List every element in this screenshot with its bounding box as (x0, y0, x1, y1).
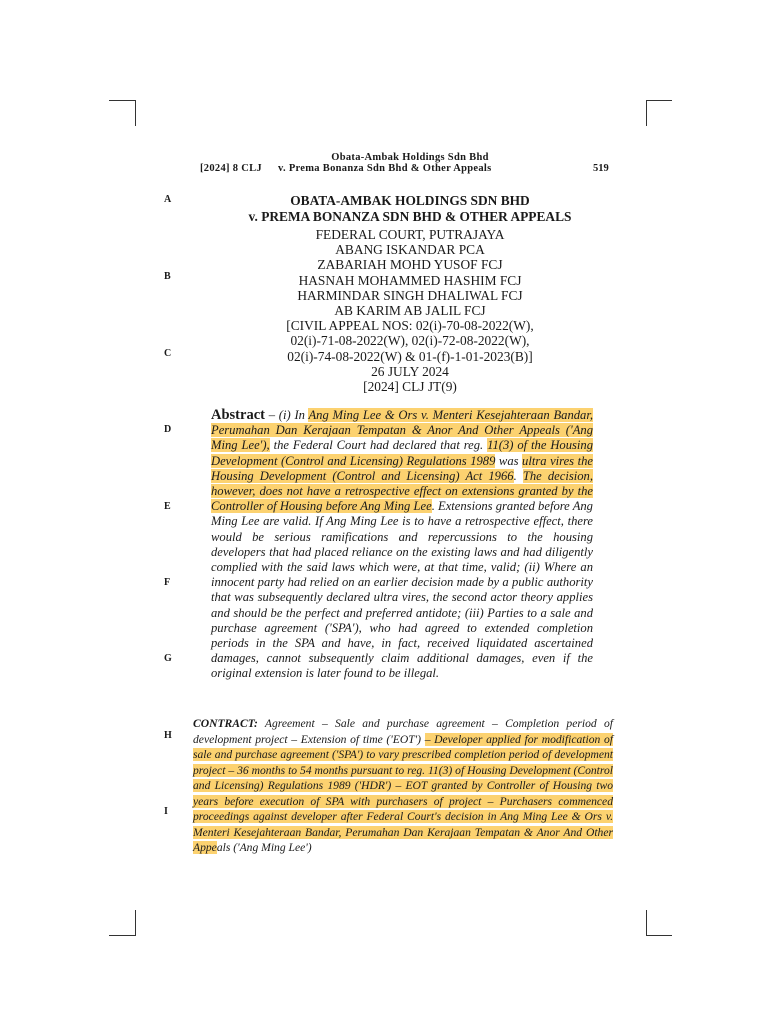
highlighted-text: Ang Ming Lee & Ors v. Menteri Kesejahteraan Bandar, Perumahan Dan Kerajaan Tempatan & Anor And Other Appeals ('Ang Ming Lee'), (211, 408, 594, 453)
abstract-heading: Abstract (211, 407, 265, 423)
judge-name: ABANG ISKANDAR PCA (335, 242, 485, 258)
court-block (200, 227, 620, 394)
running-header (200, 163, 620, 174)
crop-mark (646, 935, 672, 936)
appeal-number-line: 02(i)-74-08-2022(W) & 01-(f)-1-01-2023(B)] (287, 348, 533, 364)
abstract (211, 408, 593, 682)
judge-name: HARMINDAR SINGH DHALIWAL FCJ (297, 287, 523, 303)
case-title-line: OBATA-AMBAK HOLDINGS SDN BHD (290, 193, 530, 208)
crop-mark (646, 910, 647, 936)
catchword-text: als ('Ang Ming Lee') (216, 841, 312, 854)
crop-mark (109, 935, 135, 936)
crop-mark (646, 100, 647, 126)
judge-name: HASNAH MOHAMMED HASHIM FCJ (298, 272, 522, 288)
margin-letter: F (164, 577, 171, 588)
catchword-text: Agreement – Sale and purchase agreement – Completion period of development project – Extension of time ('EOT') (193, 717, 613, 746)
margin-letter: E (164, 501, 171, 512)
abstract-text: . (513, 468, 523, 483)
abstract-text: the Federal Court had declared that reg. (269, 438, 488, 453)
abstract-text: (i) In (278, 408, 309, 422)
running-header-case: Obata-Ambak Holdings Sdn Bhd (331, 152, 489, 163)
judgment-date: 26 JULY 2024 (371, 363, 449, 379)
margin-letter: G (164, 653, 172, 664)
judge-name: AB KARIM AB JALIL FCJ (334, 303, 486, 319)
crop-mark (135, 910, 136, 936)
appeal-number-line: 02(i)-71-08-2022(W), 02(i)-72-08-2022(W), (290, 333, 530, 349)
highlighted-text: ultra vires the Housing Development (Control and Licensing) Act 1966 (211, 453, 593, 483)
judge-name: ZABARIAH MOHD YUSOF FCJ (317, 257, 503, 273)
case-title-line: v. PREMA BONANZA SDN BHD & OTHER APPEALS (248, 209, 572, 224)
abstract-text: was (495, 453, 523, 468)
highlighted-text: 11(3) of the Housing Development (Control and Licensing) Regulations 1989 (211, 438, 593, 468)
appeal-number-line: [CIVIL APPEAL NOS: 02(i)-70-08-2022(W), (286, 318, 534, 334)
catchword-keyword: CONTRACT: (193, 717, 258, 730)
crop-mark (646, 100, 672, 101)
report-citation: [2024] CLJ JT(9) (363, 379, 457, 395)
highlighted-text: The decision, however, does not have a retrospective effect on extensions granted by the Controller of Housing before Ang Ming Lee (211, 468, 593, 514)
case-title (200, 193, 620, 225)
running-header-citation: [2024] 8 CLJ (200, 163, 262, 174)
margin-letter: A (164, 194, 172, 205)
page-number: 519 (593, 163, 609, 174)
crop-mark (135, 100, 136, 126)
abstract-text: . Extensions granted before Ang Ming Lee are valid. If Ang Ming Lee is to have a retrospective effect, there would be serious ramifications and repercussions to the housing developers that had placed reliance on the existing laws and had diligently complied with the said laws which were, at that time, valid; (ii) Where an innocent party had relied on an earlier decision made by a public authority that was subsequently declared ultra vires, the second actor theory applies and should be the perfect and preferred antidote; (iii) Parties to a sale and purchase agreement ('SPA'), who had agreed to extended completion periods in the SPA and have, in fact, received liquidated ascertained damages, cannot subsequently claim additional damages, even if the original extension is later found to be illegal. (211, 499, 593, 681)
margin-letter: C (164, 348, 172, 359)
catchwords (193, 716, 613, 856)
highlighted-text: – Developer applied for modification of sale and purchase agreement ('SPA') to vary prescribed completion period of development project – 36 months to 54 months pursuant to reg. 11(3) of Housing Development (Control and Licensing) Regulations 1989 ('HDR') – EOT granted by Controller of Housing two years before execution of SPA with purchasers of project – Purchasers commenced proceedings against developer after Federal Court's decision in Ang Ming Lee & Ors v. Menteri Kesejahteraan Bandar, Perumahan Dan Kerajaan Tempatan & Anor And Other Appe (193, 732, 613, 854)
running-header-title: v. Prema Bonanza Sdn Bhd & Other Appeals (278, 163, 492, 174)
abstract-dash: – (264, 408, 279, 422)
margin-letter: D (164, 424, 172, 435)
margin-letter: I (164, 806, 168, 817)
margin-letter: B (164, 271, 171, 282)
court-name: FEDERAL COURT, PUTRAJAYA (315, 227, 505, 242)
margin-letter: H (164, 730, 172, 741)
crop-mark (109, 100, 135, 101)
